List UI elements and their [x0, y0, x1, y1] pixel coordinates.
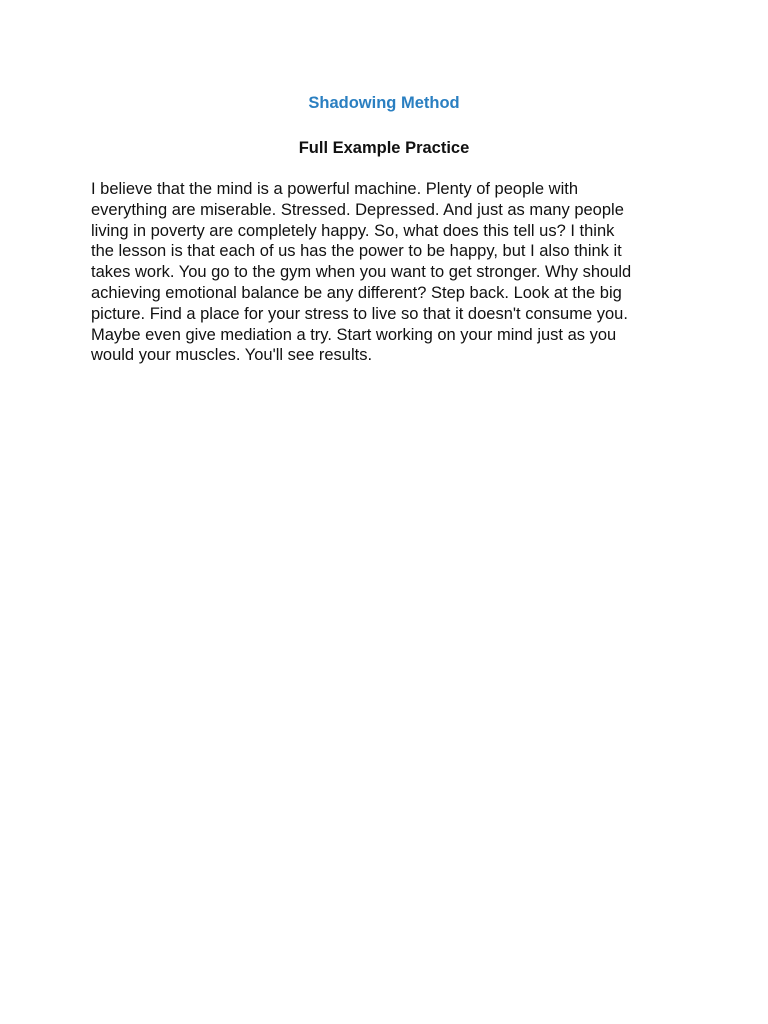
- body-line: Maybe even give mediation a try. Start working on your mind just as you: [91, 325, 617, 344]
- body-line: the lesson is that each of us has the power to be happy, but I also think it: [91, 242, 622, 261]
- body-line: everything are miserable. Stressed. Depressed. And just as many people: [91, 200, 624, 219]
- body-line: I believe that the mind is a powerful machine. Plenty of people with: [91, 180, 579, 198]
- document-title: Shadowing Method: [308, 94, 460, 112]
- body-line: takes work. You go to the gym when you want to get stronger. Why should: [91, 263, 632, 282]
- body-line: achieving emotional balance be any different? Step back. Look at the big: [91, 283, 622, 302]
- body-line: picture. Find a place for your stress to live so that it doesn't consume you.: [91, 304, 628, 323]
- document-subtitle: Full Example Practice: [298, 139, 470, 157]
- body-line: living in poverty are completely happy. So, what does this tell us? I think: [91, 221, 615, 240]
- body-line: would your muscles. You'll see results.: [91, 346, 373, 365]
- document-body: [91, 179, 691, 366]
